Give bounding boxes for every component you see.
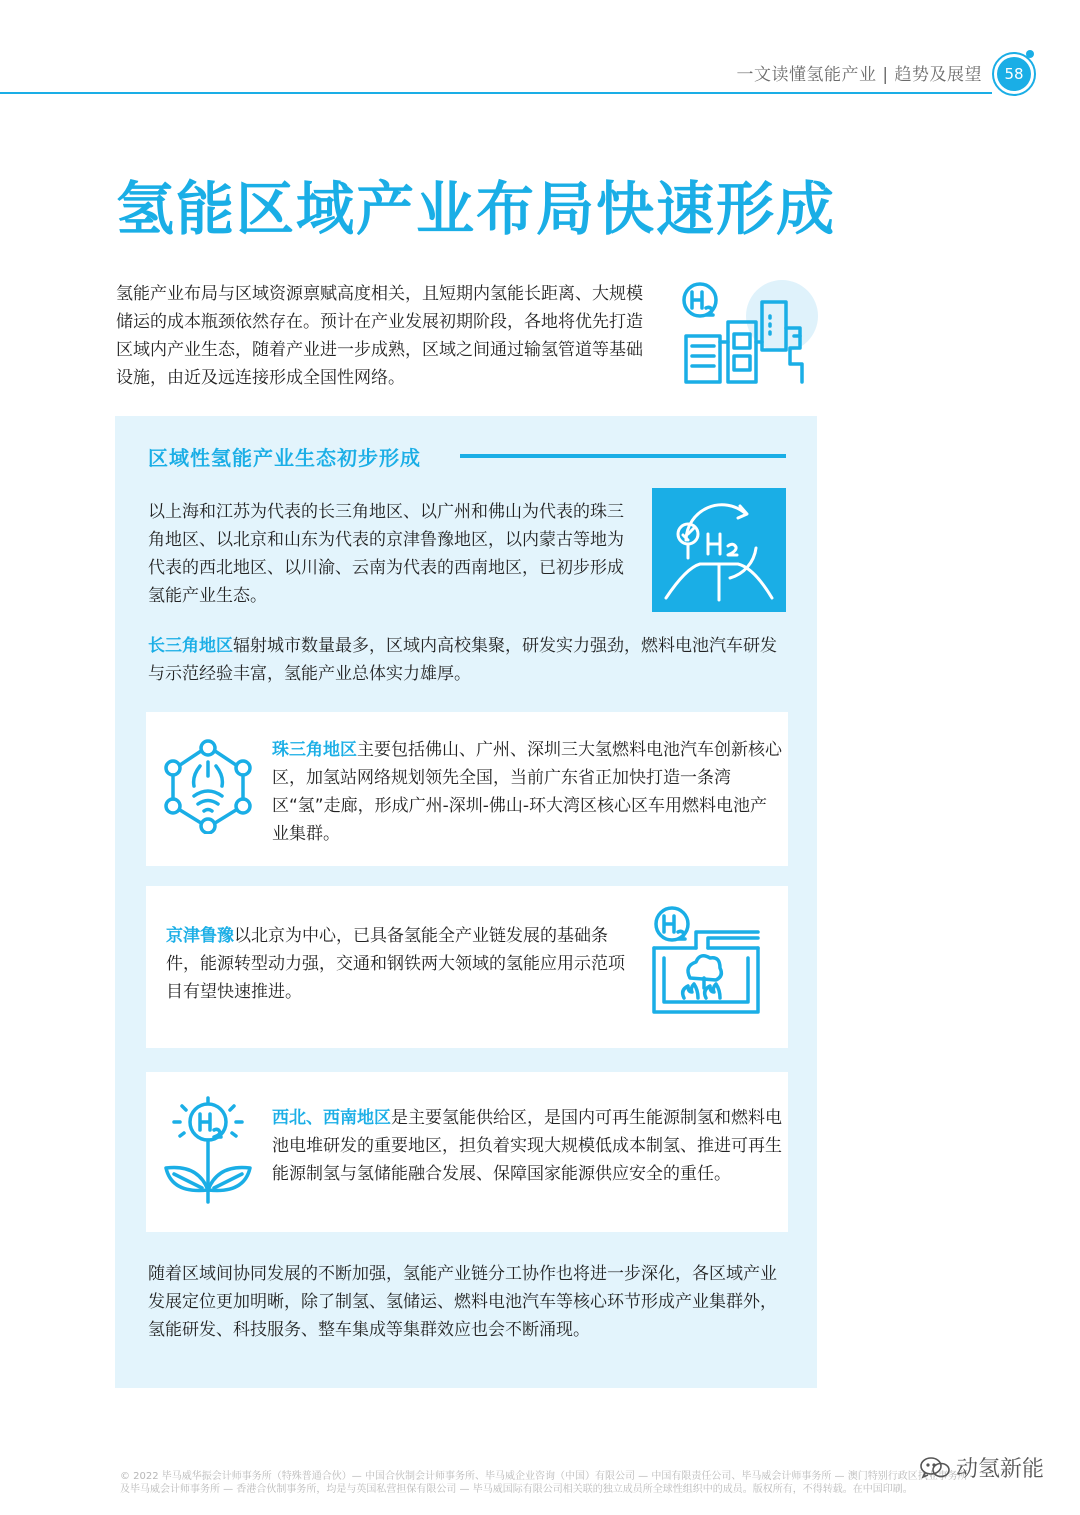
- wechat-icon: [920, 1456, 950, 1480]
- pearl-text: 主要包括佛山、广州、深圳三大氢燃料电池汽车创新核心区，加氢站网络规划领先全国，当前广东省正加快打造一条湾区“氢”走廊，形成广州-深圳-佛山-环大湾区核心区车用燃料电池产业集群。: [272, 740, 782, 844]
- hydrogen-cycle-icon: [652, 488, 786, 612]
- northwest-paragraph: [272, 1104, 782, 1188]
- jingjin-text: 以北京为中心，已具备氢能全产业链发展的基础条件，能源转型动力强，交通和钢铁两大领域的氢能应用示范项目有望快速推进。: [166, 926, 625, 1002]
- yangtze-label: 长三角地区: [148, 636, 233, 656]
- hydrogen-cycle-icon-box: [652, 488, 786, 612]
- closing-paragraph: 随着区域间协同发展的不断加强，氢能产业链分工协作也将进一步深化，各区域产业发展定位更加明晰，除了制氢、氢储运、燃料电池汽车等核心环节形成产业集群外，氢能研发、科技服务、整车集成等集群效应也会不断涌现。: [148, 1264, 777, 1340]
- page-number: 58: [997, 57, 1031, 91]
- hydrogen-plant-sprout-icon: [160, 1094, 256, 1210]
- overview-paragraph: 以上海和江苏为代表的长三角地区、以广州和佛山为代表的珠三角地区、以北京和山东为代表的京津鲁豫地区，以内蒙古等地为代表的西北地区、以川渝、云南为代表的西南地区，已初步形成氢能产业生态。: [148, 502, 624, 606]
- section-title-rule: [460, 454, 786, 458]
- badge-dot: [1026, 50, 1034, 58]
- hydrogen-plant-icon: [678, 272, 820, 390]
- intro-paragraph: 氢能产业布局与区域资源禀赋高度相关，且短期内氢能长距离、大规模储运的成本瓶颈依然存在。预计在产业发展初期阶段，各地将优先打造区域内产业生态，随着产业进一步成熟，区域之间通过输氢管道等基础设施，由近及远连接形成全国性网络。: [116, 284, 643, 388]
- breadcrumb: 一文读懂氢能产业 | 趋势及展望: [736, 65, 982, 85]
- northwest-text: 是主要氢能供给区，是国内可再生能源制氢和燃料电池电堆研发的重要地区，担负着实现大规模低成本制氢、推进可再生能源制氢与氢储能融合发展、保障国家能源供应安全的重任。: [272, 1108, 782, 1184]
- jingjin-label: 京津鲁豫: [166, 926, 234, 946]
- section-title: 区域性氢能产业生态初步形成: [148, 446, 421, 470]
- hydrogen-furnace-icon: [648, 902, 764, 1016]
- watermark-text: 动氢新能: [955, 1457, 1044, 1482]
- jingjin-paragraph: [166, 922, 636, 1006]
- pearl-paragraph: [272, 736, 782, 848]
- yangtze-text: 辐射城市数量最多，区域内高校集聚，研发实力强劲，燃料电池汽车研发与示范经验丰富，氢能产业总体实力雄厚。: [148, 636, 777, 684]
- pearl-label: 珠三角地区: [272, 740, 357, 760]
- header-rule: [0, 92, 992, 94]
- network-hub-icon: [160, 738, 256, 834]
- page-number-badge: [992, 52, 1036, 96]
- page-title: 氢能区域产业布局快速形成: [116, 175, 837, 243]
- copyright-notice: © 2022 毕马威华振会计师事务所（特殊普通合伙）— 中国合伙制会计师事务所、毕马威企业咨询（中国）有限公司 — 中国有限责任公司、毕马威会计师事务所 — 澳门特别行政区执业事务所及毕马威会计师事务所 — 香港合伙制事务所，均是与英国私营担保有限公司 — 毕马威国际有限公司相关联的独立成员所全球性组织中的成员。版权所有，不得转载。在中国印刷。: [120, 1471, 968, 1495]
- northwest-label: 西北、西南地区: [272, 1108, 391, 1128]
- watermark: [920, 1452, 1044, 1483]
- yangtze-paragraph: [148, 632, 792, 688]
